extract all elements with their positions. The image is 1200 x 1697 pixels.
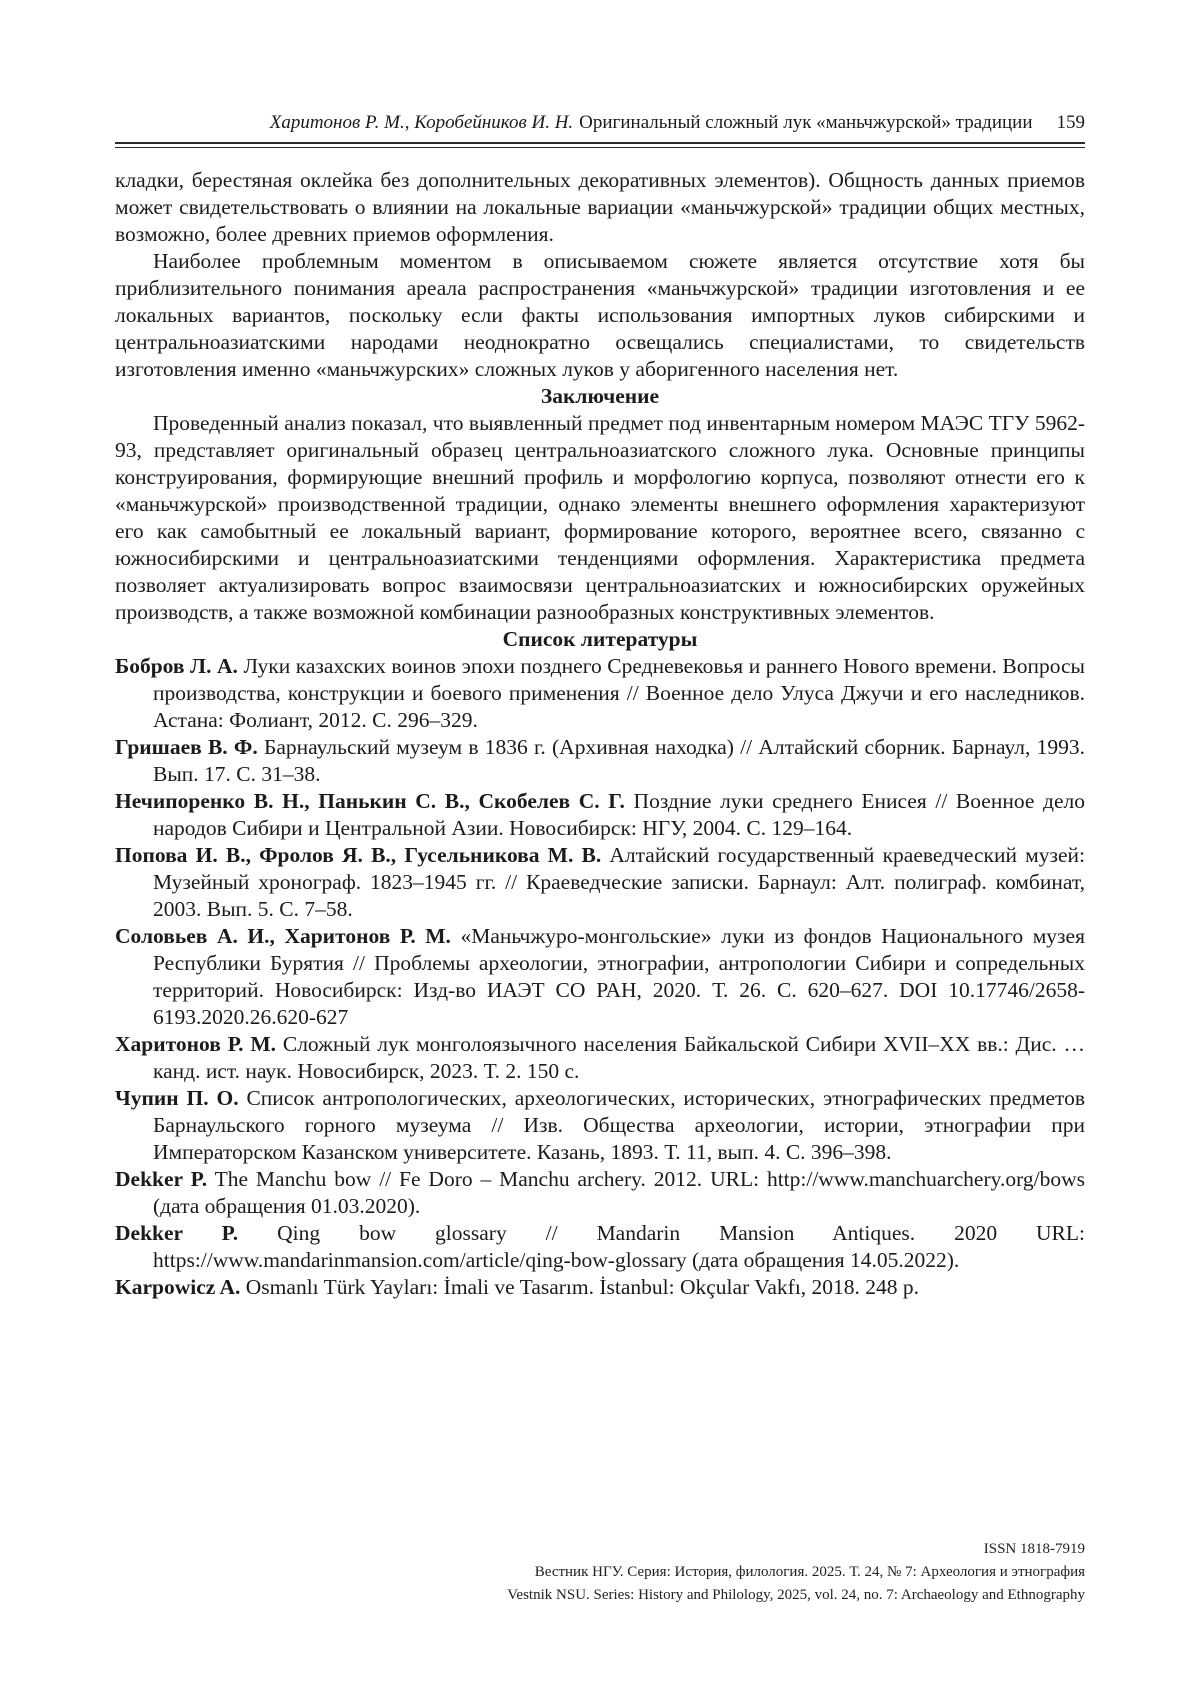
reference-text: Сложный лук монголоязычного населения Байкальской Сибири XVII–XX вв.: Дис. … канд. ист. наук. Новосибирск, 2023. Т. 2. 150 с. [153,1032,1085,1083]
reference-author: Нечипоренко В. Н., Панькин С. В., Скобелев С. Г. [115,789,625,813]
reference-item [115,734,1085,788]
reference-text: Список антропологических, археологических, исторических, этнографических предметов Барнаульского горного музеума // Изв. Общества археологии, истории, этнографии при Императорском Казанском университете. Казань, 1893. Т. 11, вып. 4. С. 396–398. [153,1086,1085,1164]
reference-item [115,923,1085,1031]
running-head [115,112,1085,134]
paragraph-continuation: кладки, берестяная оклейка без дополнительных декоративных элементов). Общность данных приемов может свидетельствовать о влиянии на локальные вариации «маньчжурской» традиции общих местных, возможно, более древних приемов оформления. [115,168,1085,246]
page-number: 159 [1056,112,1085,133]
reference-item [115,1274,1085,1301]
reference-item [115,1085,1085,1166]
reference-author: Чупин П. О. [115,1086,239,1110]
reference-item [115,1031,1085,1085]
header-divider [115,142,1085,148]
reference-text: «Маньчжуро-монгольские» луки из фондов Национального музея Республики Бурятия // Проблемы археологии, этнографии, антропологии Сибири и сопредельных территорий. Новосибирск: Изд-во ИАЭТ СО РАН, 2020. Т. 26. С. 620–627. DOI 10.17746/2658-6193.2020.26.620-627 [153,924,1085,1029]
reference-item [115,842,1085,923]
page-footer [507,1538,1085,1607]
reference-author: Гришаев В. Ф. [115,735,258,759]
reference-text: Алтайский государственный краеведческий музей: Музейный хронограф. 1823–1945 гг. // Краеведческие записки. Барнаул: Алт. полиграф. комбинат, 2003. Вып. 5. С. 7–58. [153,843,1085,921]
reference-text: Qing bow glossary // Mandarin Mansion Antiques. 2020 URL: https://www.mandarinmansion.com/article/qing-bow-glossary (дата обращения 14.05.2022). [153,1221,1085,1272]
footer-journal-ru: Вестник НГУ. Серия: История, филология. 2025. Т. 24, № 7: Археология и этнография [534,1564,1085,1580]
reference-author: Попова И. В., Фролов Я. В., Гусельникова М. В. [115,843,602,867]
reference-item [115,653,1085,734]
reference-author: Karpowicz A. [115,1275,241,1299]
conclusion-heading: Заключение [540,384,660,408]
reference-author: Харитонов Р. М. [115,1032,277,1056]
references-heading: Список литературы [502,627,698,651]
reference-author: Соловьев А. И., Харитонов Р. М. [115,924,451,948]
footer-issn: ISSN 1818-7919 [983,1541,1085,1557]
paragraph-problem: Наиболее проблемным моментом в описываемом сюжете является отсутствие хотя бы приблизительного понимания ареала распространения «маньчжурской» традиции изготовления и ее локальных вариантов, поскольку если факты использования импортных луков сибирскими и центральноазиатскими народами неоднократно освещались специалистами, то свидетельств изготовления именно «маньчжурских» сложных луков у аборигенного населения нет. [115,249,1085,381]
running-head-authors: Харитонов Р. М., Коробейников И. Н. [269,112,574,133]
reference-text: Луки казахских воинов эпохи позднего Средневековья и раннего Нового времени. Вопросы производства, конструкции и боевого применения // Военное дело Улуса Джучи и его наследников. Астана: Фолиант, 2012. С. 296–329. [153,654,1085,732]
conclusion-paragraph: Проведенный анализ показал, что выявленный предмет под инвентарным номером МАЭС ТГУ 5962-93, представляет оригинальный образец центральноазиатского сложного лука. Основные принципы конструирования, формирующие внешний профиль и морфологию корпуса, позволяют отнести его к «маньчжурской» производственной традиции, однако элементы внешнего оформления характеризуют его как самобытный ее локальный вариант, формирование которого, вероятнее всего, связанно с южносибирскими и центральноазиатскими тенденциями оформления. Характеристика предмета позволяет актуализировать вопрос взаимосвязи центральноазиатских и южносибирских оружейных производств, а также возможной комбинации разнообразных конструктивных элементов. [115,411,1085,624]
reference-item [115,1166,1085,1220]
reference-text: Поздние луки среднего Енисея // Военное дело народов Сибири и Центральной Азии. Новосибирск: НГУ, 2004. С. 129–164. [153,789,1085,840]
reference-author: Dekker P. [115,1167,208,1191]
running-head-title: Оригинальный сложный лук «маньчжурской» традиции [579,112,1033,133]
footer-journal-en: Vestnik NSU. Series: History and Philology, 2025, vol. 24, no. 7: Archaeology and Ethnography [507,1587,1085,1603]
reference-author: Бобров Л. А. [115,654,238,678]
reference-text: Барнаульский музеум в 1836 г. (Архивная находка) // Алтайский сборник. Барнаул, 1993. Вып. 17. С. 31–38. [153,735,1086,786]
article-body [115,167,1085,1301]
reference-author: Dekker P. [115,1221,239,1245]
reference-list [115,653,1085,1301]
reference-text: The Manchu bow // Fe Doro – Manchu archery. 2012. URL: http://www.manchuarchery.org/bows (дата обращения 01.03.2020). [153,1167,1085,1218]
reference-item [115,1220,1085,1274]
reference-item [115,788,1085,842]
reference-text: Osmanlı Türk Yayları: İmali ve Tasarım. İstanbul: Okçular Vakfı, 2018. 248 p. [240,1275,920,1299]
